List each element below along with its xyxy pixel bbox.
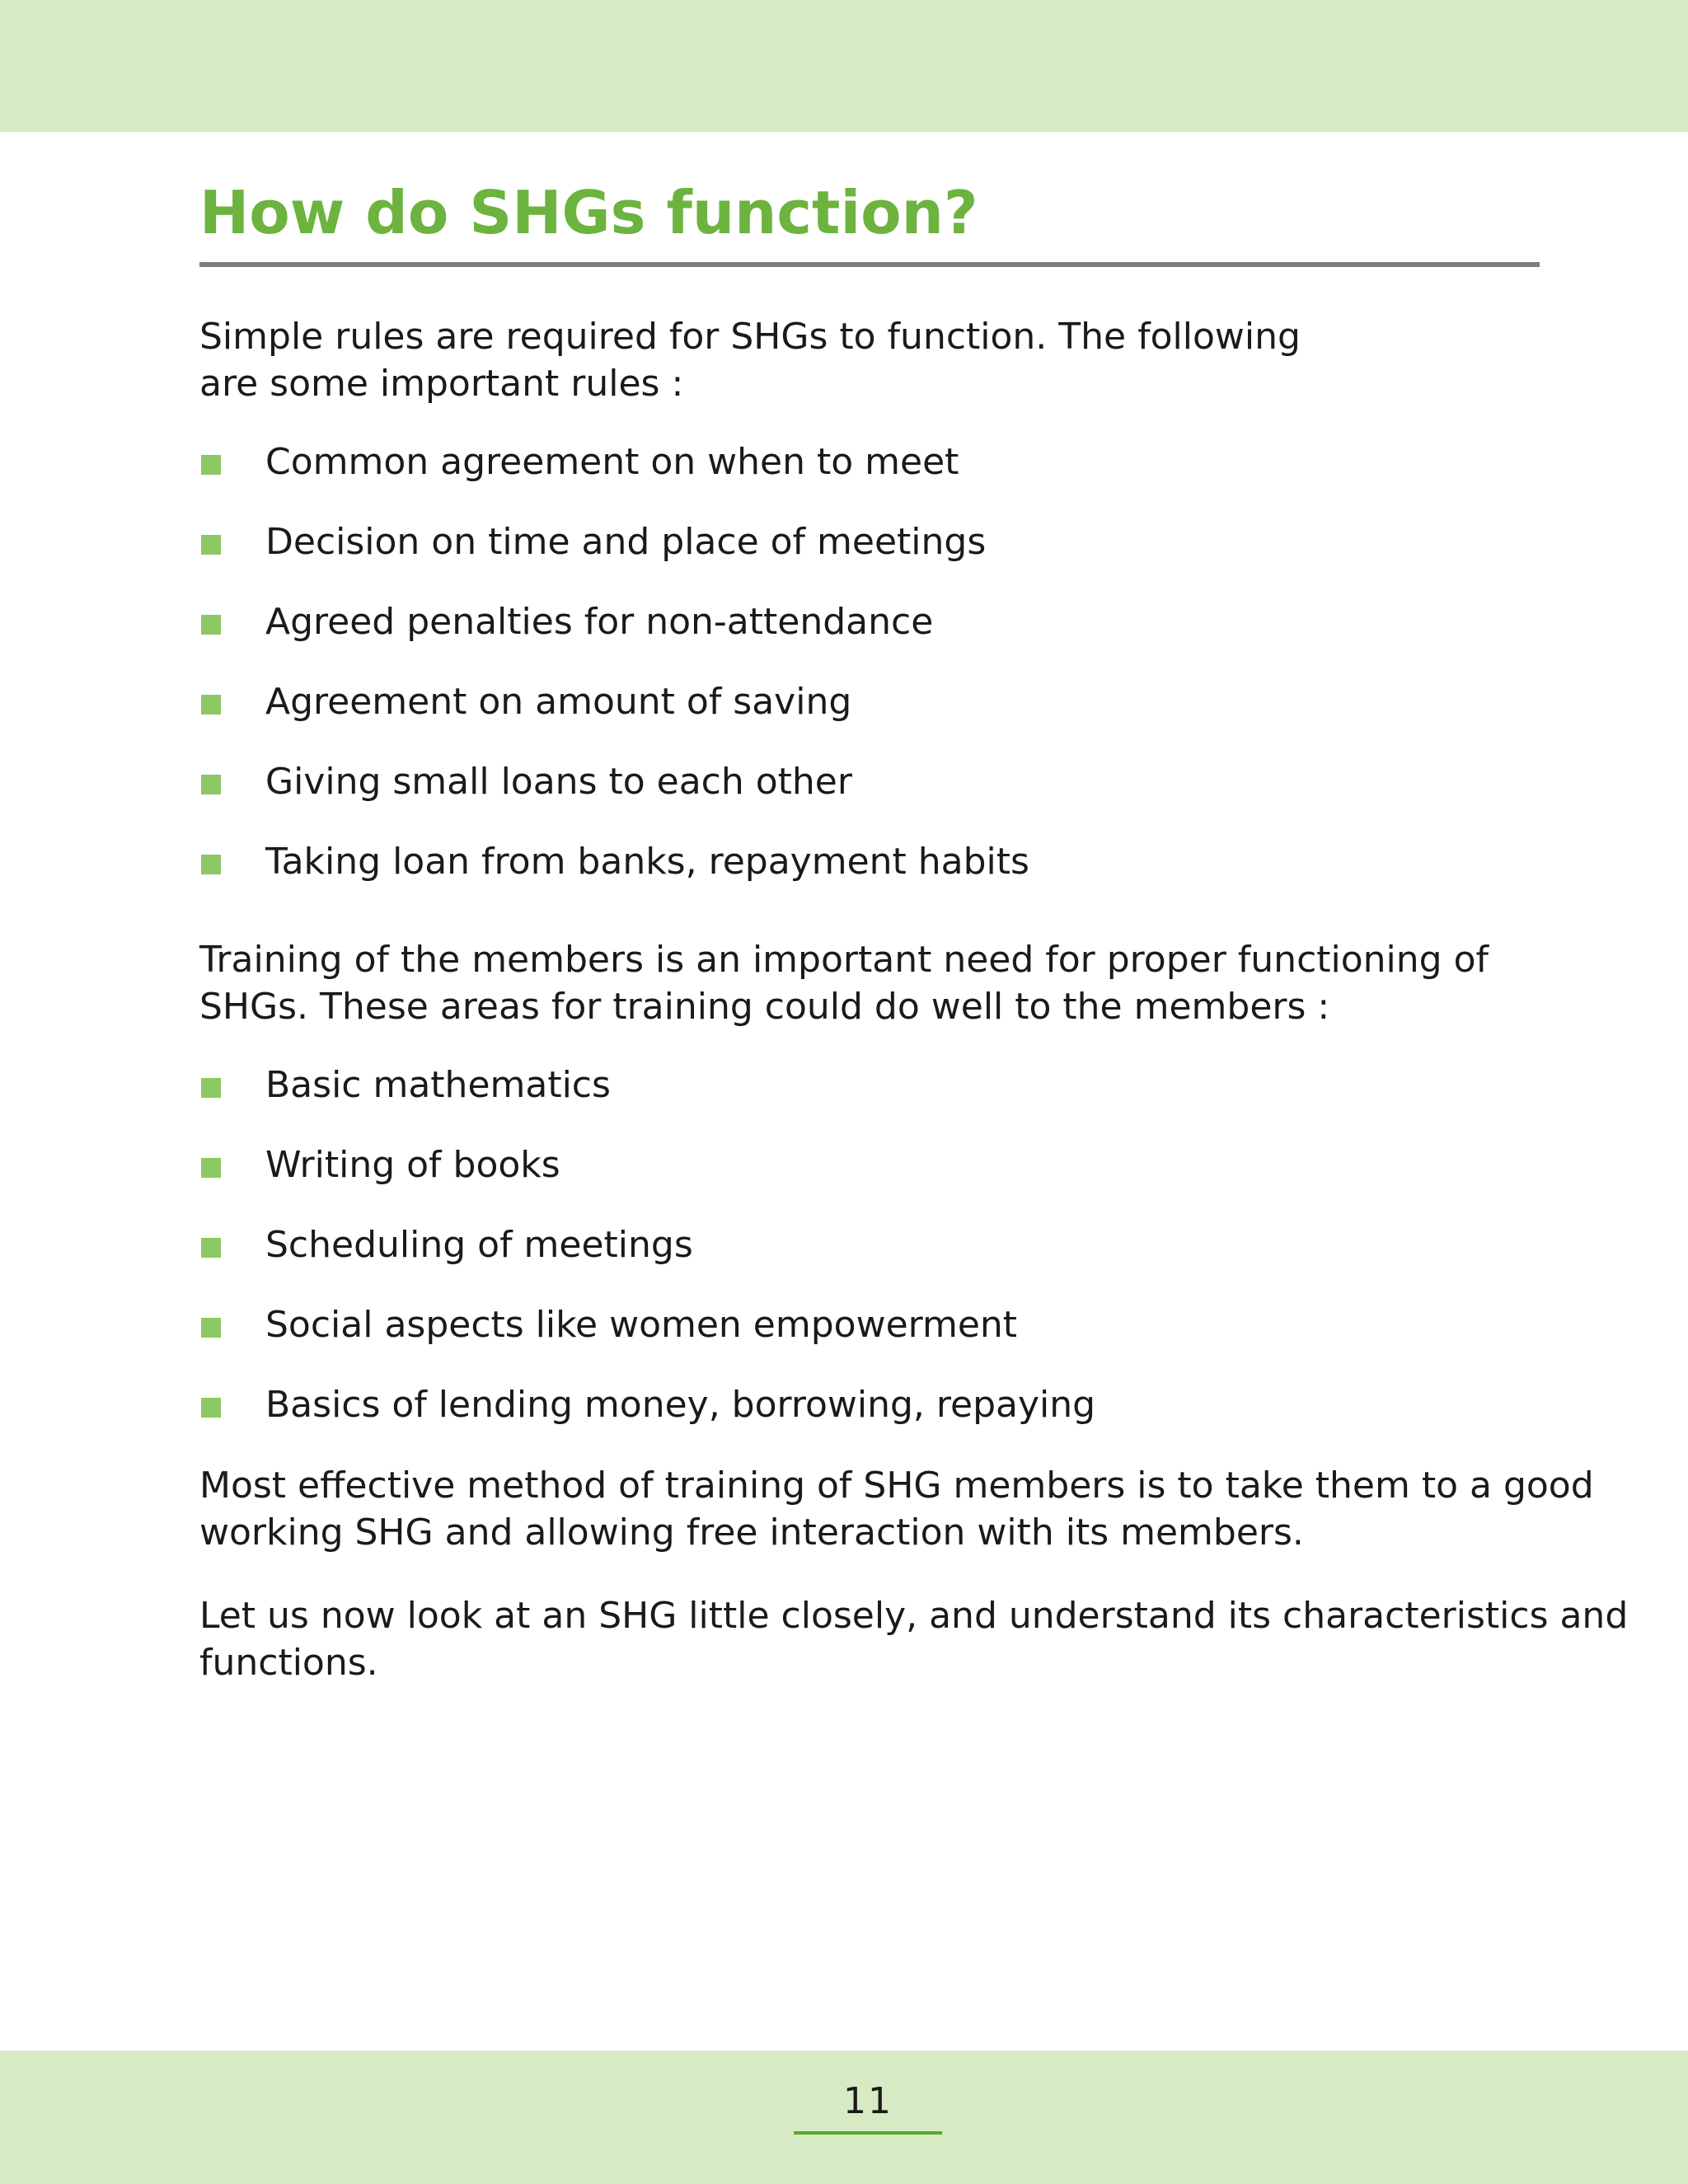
list-item-text: Scheduling of meetings bbox=[265, 1224, 693, 1266]
list-item-text: Common agreement on when to meet bbox=[265, 441, 959, 483]
method-paragraph bbox=[199, 1462, 1594, 1556]
bullet-square-icon bbox=[201, 1398, 221, 1418]
training-line-2: SHGs. These areas for training could do well to the members : bbox=[199, 986, 1330, 1028]
list-item-text: Agreed penalties for non-attendance bbox=[265, 601, 934, 643]
list-item-text: Decision on time and place of meetings bbox=[265, 521, 987, 563]
bullet-square-icon bbox=[201, 1078, 221, 1098]
list-item-text: Taking loan from banks, repayment habits bbox=[265, 841, 1029, 883]
header-band bbox=[0, 0, 1688, 132]
list-item-text: Basics of lending money, borrowing, repaying bbox=[265, 1384, 1096, 1426]
page-title: How do SHGs function? bbox=[199, 178, 978, 247]
intro-paragraph bbox=[199, 313, 1301, 407]
intro-line-2: are some important rules : bbox=[199, 363, 684, 405]
bullet-square-icon bbox=[201, 535, 221, 555]
bullet-square-icon bbox=[201, 1238, 221, 1258]
bullet-square-icon bbox=[201, 695, 221, 715]
closing-line-1: Let us now look at an SHG little closely, and understand its characteristics and bbox=[199, 1595, 1629, 1637]
bullet-square-icon bbox=[201, 615, 221, 635]
bullet-square-icon bbox=[201, 1318, 221, 1338]
training-paragraph bbox=[199, 936, 1489, 1030]
list-item-text: Agreement on amount of saving bbox=[265, 681, 852, 723]
bullet-square-icon bbox=[201, 1158, 221, 1178]
bullet-square-icon bbox=[201, 855, 221, 874]
list-item-text: Basic mathematics bbox=[265, 1064, 611, 1106]
list-item-text: Writing of books bbox=[265, 1144, 560, 1186]
list-item-text: Giving small loans to each other bbox=[265, 761, 852, 803]
intro-line-1: Simple rules are required for SHGs to function. The following bbox=[199, 316, 1301, 358]
closing-paragraph bbox=[199, 1592, 1628, 1686]
method-line-1: Most effective method of training of SHG members is to take them to a good bbox=[199, 1465, 1594, 1507]
closing-line-2: functions. bbox=[199, 1642, 378, 1684]
bullet-square-icon bbox=[201, 775, 221, 794]
list-item-text: Social aspects like women empowerment bbox=[265, 1304, 1018, 1346]
page-number: 11 bbox=[843, 2080, 893, 2122]
method-line-2: working SHG and allowing free interaction with its members. bbox=[199, 1511, 1304, 1554]
bullet-square-icon bbox=[201, 455, 221, 475]
page-number-underline bbox=[794, 2131, 942, 2135]
title-underline bbox=[199, 262, 1540, 267]
training-line-1: Training of the members is an important need for proper functioning of bbox=[199, 939, 1489, 981]
